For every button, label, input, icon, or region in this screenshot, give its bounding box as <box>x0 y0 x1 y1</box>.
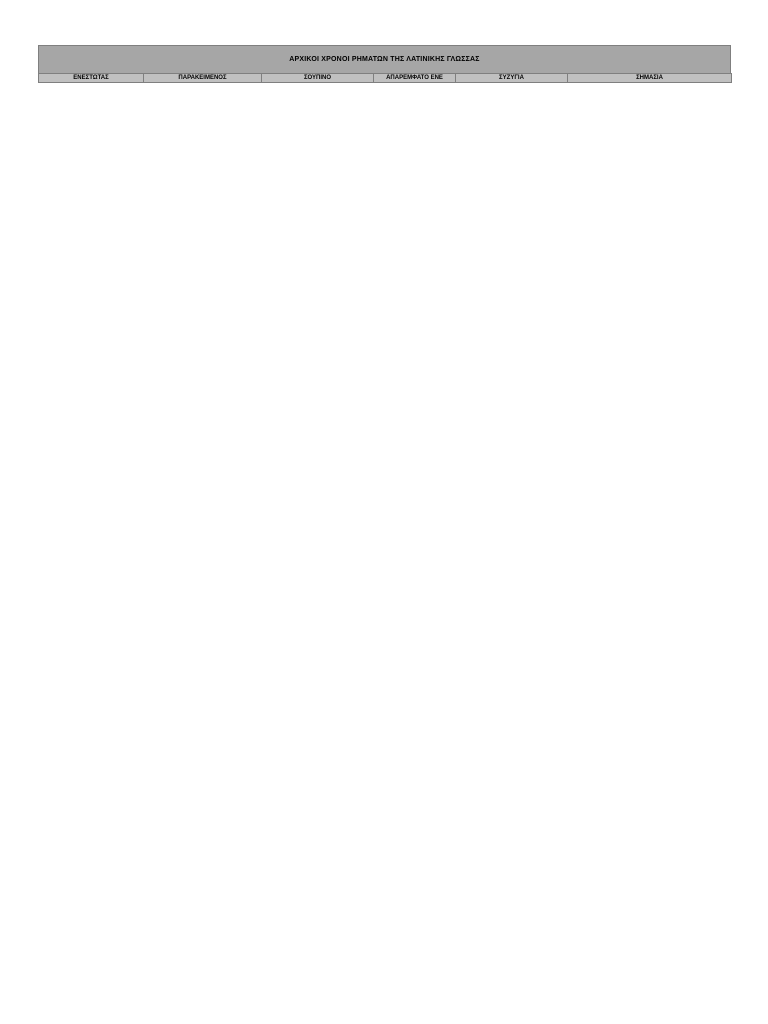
column-header-perfect: ΠΑΡΑΚΕΙΜΕΝΟΣ <box>144 74 262 83</box>
column-header-supine: ΣΟΥΠΙΝΟ <box>262 74 374 83</box>
column-header-infinitive: ΑΠΑΡΕΜΦΑΤΟ ΕΝΕ <box>374 74 456 83</box>
header-row <box>39 74 732 83</box>
column-header-meaning: ΣΗΜΑΣΙΑ <box>568 74 732 83</box>
verb-table <box>38 73 732 83</box>
column-header-conjugation: ΣΥΖΥΓΙΑ <box>456 74 568 83</box>
document-title: ΑΡΧΙΚΟΙ ΧΡΟΝΟΙ ΡΗΜΑΤΩΝ ΤΗΣ ΛΑΤΙΝΙΚΗΣ ΓΛΩΣΣΑΣ <box>38 45 731 73</box>
column-header-present: ΕΝΕΣΤΩΤΑΣ <box>39 74 144 83</box>
vocabulary-sheet <box>38 45 731 83</box>
